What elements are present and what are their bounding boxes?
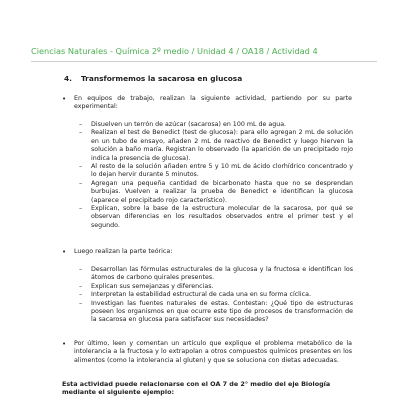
header-divider [31,61,377,62]
list-item: – Interpretan la estabilidad estructural de cada una en su forma cíclica. [91,291,353,299]
section-title-text: Transformemos la sacarosa en glucosa [80,74,243,83]
list-item: – Realizan el test de Benedict (test de glucosa): para ello agregan 2 mL de solución en un tubo de ensayo, añaden 2 mL de reactivo de Benedict y luego hierven la solución a baño maría. Registran lo observado (la aparición de un precipitado rojo indica la presencia de glucosa). [91,129,353,163]
bullet-theory: • Luego realizan la parte teórica: [74,248,352,256]
bullet-article: • Por último, leen y comentan un artículo que explique el problema metabólico de la intolerancia a la fructosa y lo extrapolan a otros compuestos químicos presentes en los alimentos (como la intolerancia al gluten) y que se soluciona con dietas adecuadas. [74,340,352,365]
experimental-steps-list [91,121,353,230]
list-item: – Explican sus semejanzas y diferencias. [91,283,353,291]
bullet-experimental: • En equipos de trabajo, realizan la siguiente actividad, partiendo por su parte experimental: [74,95,352,112]
list-item: – Desarrollan las fórmulas estructurales de la glucosa y la fructosa e identifican los átomos de carbono quirales presentes. [91,266,353,283]
section-number: 4. [64,74,72,83]
footer-note: Esta actividad puede relacionarse con el OA 7 de 2° medio del eje Biología mediante el siguiente ejemplo: [62,380,331,397]
list-item: – Disuelven un terrón de azúcar (sacarosa) en 100 mL de agua. [91,121,353,129]
breadcrumb: Ciencias Naturales - Química 2º medio / Unidad 4 / OA18 / Actividad 4 [31,46,318,56]
list-item: – Al resto de la solución añaden entre 5 y 10 mL de ácido clorhídrico concentrado y lo dejan hervir durante 5 minutos. [91,163,353,180]
list-item: – Investigan las fuentes naturales de estas. Contestan: ¿Qué tipo de estructuras poseen los organismos en que ocurre este tipo de procesos de transformación de la sacarosa en glucosa para satisfacer sus necesidades? [91,300,353,325]
list-item: – Explican, sobre la base de la estructura molecular de la sacarosa, por qué se observan diferencias en los resultados observados entre el primer test y el segundo. [91,205,353,230]
section-title [64,74,242,83]
list-item: – Agregan una pequeña cantidad de bicarbonato hasta que no se desprendan burbujas. Vuelven a realizar la prueba de Benedict e identifican la glucosa (aparece el precipitado rojo característico). [91,180,353,205]
theory-steps-list [91,266,353,325]
